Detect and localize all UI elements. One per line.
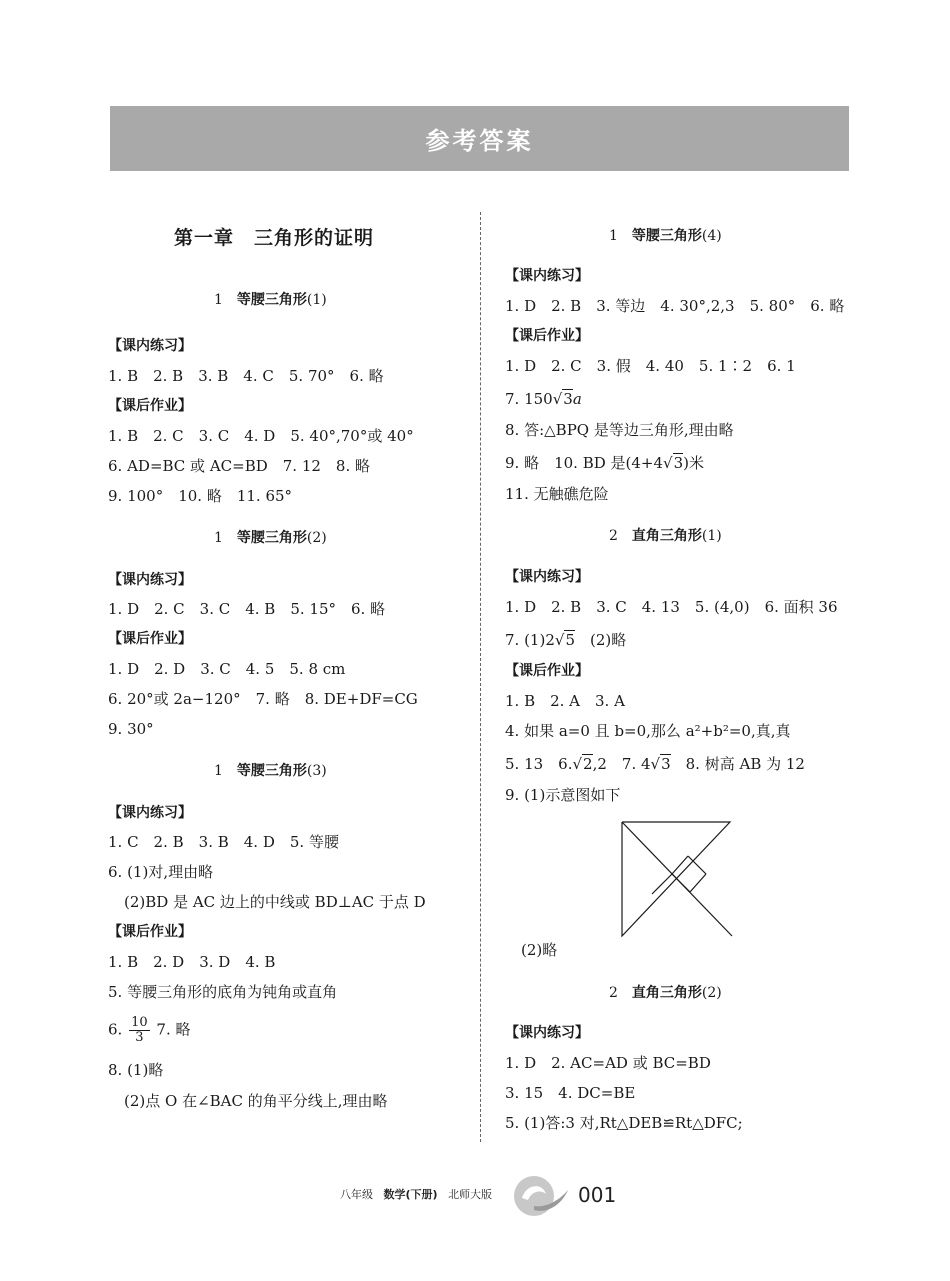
section-heading: 1 等腰三角形(3) — [214, 763, 327, 779]
section-label: 【课内练习】 — [108, 338, 192, 354]
page-number: 001 — [578, 1183, 617, 1207]
section-label: 【课后作业】 — [505, 328, 589, 344]
section-heading: 1 等腰三角形(2) — [214, 530, 327, 546]
answer-line: 6. (1)对,理由略 — [108, 863, 214, 881]
answer-line: (2)略 — [521, 941, 558, 959]
answer-line: (2)BD 是 AC 边上的中线或 BD⊥AC 于点 D — [124, 893, 426, 911]
answer-line: 8. 答:△BPQ 是等边三角形,理由略 — [505, 421, 734, 439]
answer-line: 9. 30° — [108, 720, 154, 738]
answer-line: 4. 如果 a=0 且 b=0,那么 a²+b²=0,真,真 — [505, 722, 791, 740]
section-label: 【课内练习】 — [108, 572, 192, 588]
answer-line: 1. D 2. C 3. 假 4. 40 5. 1∶2 6. 1 — [505, 357, 796, 375]
answer-line: 1. C 2. B 3. B 4. D 5. 等腰 — [108, 833, 339, 851]
answer-line: 1. B 2. C 3. C 4. D 5. 40°,70°或 40° — [108, 427, 414, 445]
section-heading: 2 直角三角形(2) — [609, 985, 722, 1001]
answer-line: 5. 13 6.√2,2 7. 4√3 8. 树高 AB 为 12 — [505, 755, 805, 773]
footer-info: 八年级 数学(下册) 北师大版 — [340, 1188, 493, 1201]
answer-line: 5. 等腰三角形的底角为钝角或直角 — [108, 983, 338, 1001]
answer-line: 1. D 2. B 3. 等边 4. 30°,2,3 5. 80° 6. 略 — [505, 297, 845, 315]
column-divider — [480, 212, 481, 1142]
answer-line: 8. (1)略 — [108, 1061, 164, 1079]
answer-line: 7. (1)2√5 (2)略 — [505, 631, 627, 649]
section-label: 【课后作业】 — [505, 663, 589, 679]
answer-line: 1. D 2. D 3. C 4. 5 5. 8 cm — [108, 660, 346, 678]
answer-line: 7. 150√3a — [505, 390, 582, 408]
figure-square-edge — [688, 856, 706, 874]
answer-line: 1. D 2. B 3. C 4. 13 5. (4,0) 6. 面积 36 — [505, 598, 838, 616]
section-label: 【课内练习】 — [108, 805, 192, 821]
figure-line — [652, 874, 672, 894]
banner-title: 参考答案 — [425, 127, 534, 155]
chapter-title: 第一章 三角形的证明 — [174, 227, 375, 249]
section-label: 【课内练习】 — [505, 268, 589, 284]
section-heading: 2 直角三角形(1) — [609, 528, 722, 544]
section-label: 【课后作业】 — [108, 924, 192, 940]
answer-line-fraction: 6. $\frac{10}{3}$ 7. 略 — [108, 1015, 191, 1045]
answer-line: 6. AD=BC 或 AC=BD 7. 12 8. 略 — [108, 457, 370, 475]
section-label: 【课后作业】 — [108, 398, 192, 414]
section-label: 【课内练习】 — [505, 1025, 589, 1041]
answer-line: 9. 略 10. BD 是(4+4√3)米 — [505, 454, 704, 472]
answer-line: 1. B 2. D 3. D 4. B — [108, 953, 276, 971]
section-label: 【课内练习】 — [505, 569, 589, 585]
publisher-logo-icon — [512, 1172, 572, 1220]
title-banner — [110, 106, 849, 171]
answer-line: 5. (1)答:3 对,Rt△DEB≌Rt△DFC; — [505, 1114, 743, 1132]
fraction: $\frac{10}{3}$ — [131, 1015, 148, 1045]
section-label: 【课后作业】 — [108, 631, 192, 647]
answer-line: 3. 15 4. DC=BE — [505, 1084, 636, 1102]
section-heading: 1 等腰三角形(1) — [214, 292, 327, 308]
answer-line: 1. D 2. AC=AD 或 BC=BD — [505, 1054, 711, 1072]
geometry-figure — [620, 820, 735, 940]
answer-line: 1. B 2. B 3. B 4. C 5. 70° 6. 略 — [108, 367, 384, 385]
answer-line: (2)点 O 在∠BAC 的角平分线上,理由略 — [124, 1092, 388, 1110]
answer-line: 1. B 2. A 3. A — [505, 692, 625, 710]
answer-line: 9. 100° 10. 略 11. 65° — [108, 487, 293, 505]
answer-line: 1. D 2. C 3. C 4. B 5. 15° 6. 略 — [108, 600, 386, 618]
figure-square-edge — [690, 874, 706, 892]
answer-line: 11. 无触礁危险 — [505, 485, 609, 503]
figure-square-edge — [672, 874, 690, 892]
section-heading: 1 等腰三角形(4) — [609, 228, 722, 244]
answer-line: 6. 20°或 2a−120° 7. 略 8. DE+DF=CG — [108, 690, 418, 708]
answer-line: 9. (1)示意图如下 — [505, 786, 621, 804]
figure-square-edge — [672, 856, 688, 874]
